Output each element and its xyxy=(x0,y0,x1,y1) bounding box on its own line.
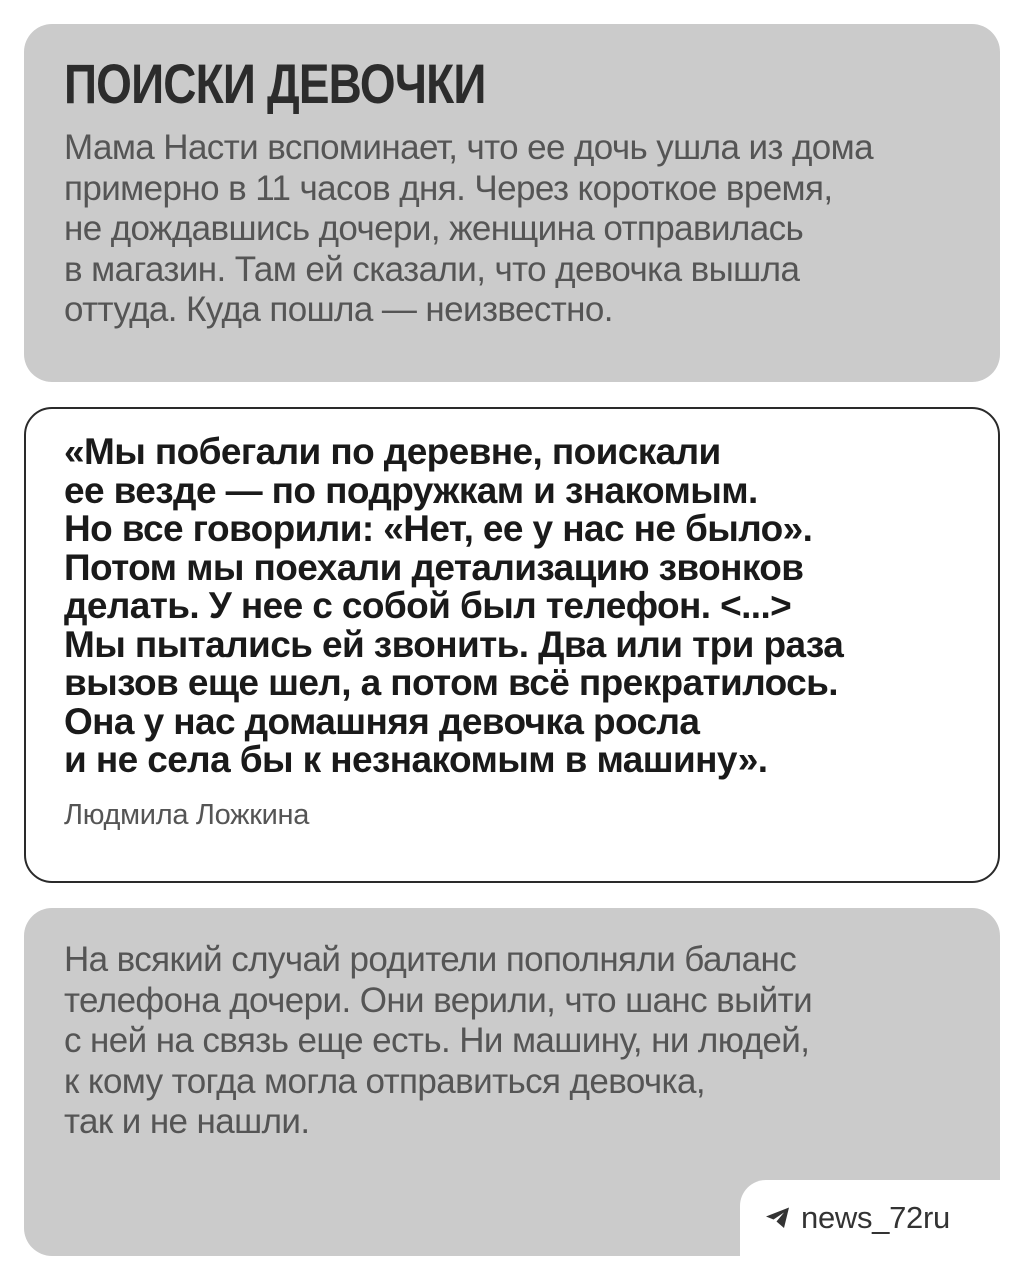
source-credit[interactable] xyxy=(765,1198,950,1238)
intro-card xyxy=(24,24,1000,382)
intro-line: оттуда. Куда пошла — неизвестно. xyxy=(64,290,613,329)
quote-author: Людмила Ложкина xyxy=(64,798,310,831)
quote-line: и не села бы к незнакомым в машину». xyxy=(64,739,768,780)
outcome-line: к кому тогда могла отправиться девочка, xyxy=(64,1061,706,1101)
quote-line: вызов еще шел, а потом всё прекратилось. xyxy=(64,662,838,703)
quote-line: Мы пытались ей звонить. Два или три раза xyxy=(64,623,844,665)
quote-line: Она у нас домашняя девочка росла xyxy=(64,700,700,742)
section-title: ПОИСКИ ДЕВОЧКИ xyxy=(64,52,486,115)
quote-line: ее везде — по подружкам и знакомым. xyxy=(64,469,758,511)
intro-paragraph xyxy=(64,128,960,331)
quote-card xyxy=(24,407,1000,883)
outcome-line: На всякий случай родители пополняли баланс xyxy=(64,940,797,979)
quote-text xyxy=(64,433,960,780)
outcome-paragraph xyxy=(64,940,960,1143)
intro-line: примерно в 11 часов дня. Через короткое время, xyxy=(64,168,833,208)
outcome-line: с ней на связь еще есть. Ни машину, ни людей, xyxy=(64,1021,810,1060)
intro-line: не дождавшись дочери, женщина отправилась xyxy=(64,209,804,248)
outcome-line: так и не нашли. xyxy=(64,1102,310,1141)
quote-line: Потом мы поехали детализацию звонков xyxy=(64,546,804,588)
quote-line: делать. У нее с собой был телефон. <...> xyxy=(64,585,792,626)
quote-line: «Мы побегали по деревне, поискали xyxy=(64,431,721,472)
source-label: news_72ru xyxy=(801,1200,950,1235)
intro-line: Мама Насти вспоминает, что ее дочь ушла из дома xyxy=(64,128,873,167)
quote-line: Но все говорили: «Нет, ее у нас не было». xyxy=(64,508,813,549)
outcome-line: телефона дочери. Они верили, что шанс выйти xyxy=(64,980,813,1020)
intro-line: в магазин. Там ей сказали, что девочка вышла xyxy=(64,249,800,289)
telegram-icon xyxy=(765,1206,791,1230)
